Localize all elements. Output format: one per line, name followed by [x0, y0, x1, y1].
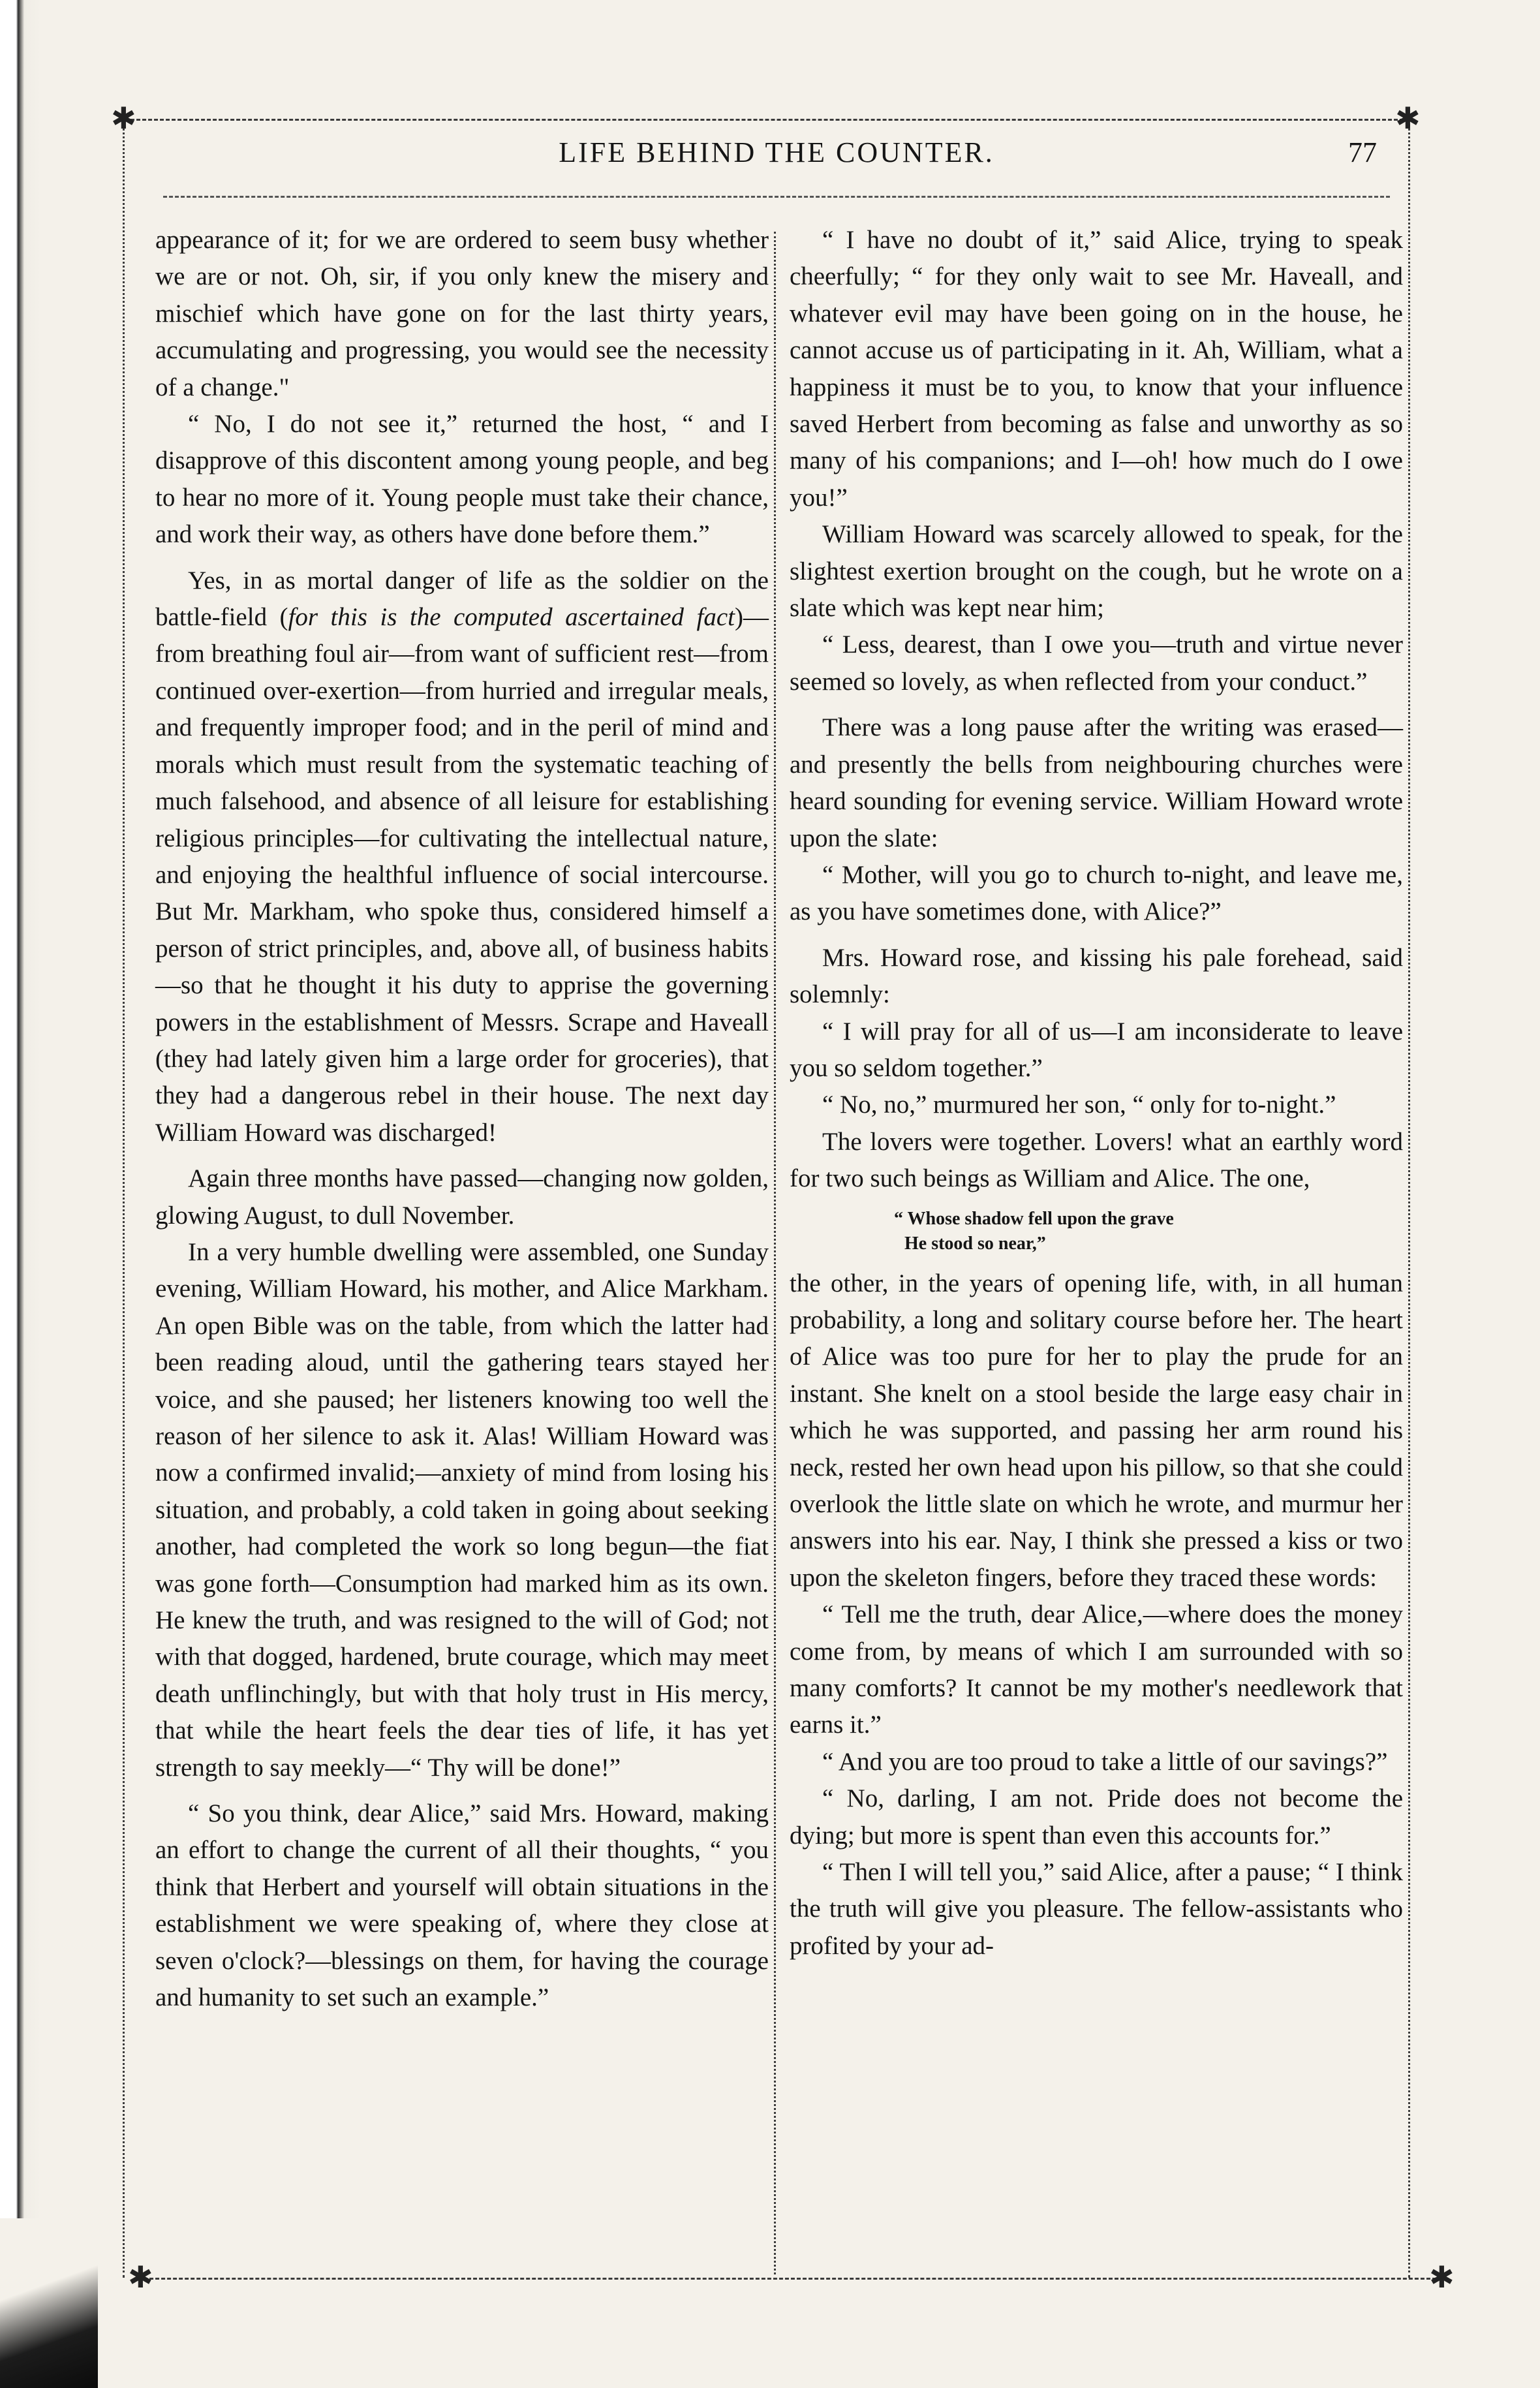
paragraph: William Howard was scarcely allowed to speak, for the slightest exertion brought on the cough, but he wrote on a slate which was kept near him; — [790, 520, 1403, 623]
paragraph: “ I have no doubt of it,” said Alice, trying to speak cheerfully; “ for they only wait to see Mr. Haveall, and whatever evil may have been going on in the house, he cannot accuse us of participating in it. Ah, William, what a happiness it must be to you, to know that your influence saved Herbert from becoming as false and unworthy as so many of his companions; and I—oh! how much do I owe you!” — [790, 226, 1403, 512]
paragraph: In a very humble dwelling were assembled, one Sunday evening, William Howard, his mother, and Alice Markham. An open Bible was on the table, from which the latter had been reading aloud, until the gathering tears stayed her voice, and she paused; her listeners knowing too well the reason of her silence to ask it. Alas! William Howard was now a confirmed invalid;—anxiety of mind from losing his situation, and probably, a cold taken in going about seeking another, had completed the work so long begun—the fiat was gone forth—Consumption had marked him as its own. He knew the truth, and was resigned to the will of God; not with that dogged, hardened, brute courage, which may meet death unflinchingly, but with that holy trust in His mercy, that while the heart feels the dear ties of life, it has yet strength to say meekly—“ Thy will be done!” — [155, 1237, 769, 1782]
italic-aside: for this is the computed ascertained fact — [288, 603, 735, 632]
page-binding-edge — [0, 0, 40, 2388]
running-title: LIFE BEHIND THE COUNTER. — [559, 136, 994, 168]
corner-star-icon: ✱ — [1395, 101, 1421, 136]
paragraph: “ Less, dearest, than I owe you—truth and virtue never seemed so lovely, as when reflected from your conduct.” — [790, 630, 1403, 696]
paragraph: “ And you are too proud to take a little of our savings?” — [822, 1747, 1388, 1776]
page-number: 77 — [1348, 136, 1377, 168]
paragraph: The lovers were together. Lovers! what an earthly word for two such beings as William and Alice. The one, — [790, 1127, 1403, 1193]
paragraph: “ Mother, will you go to church to-night, and leave me, as you have sometimes done, with Alice?” — [790, 860, 1403, 926]
column-divider — [774, 232, 776, 2274]
ornamental-border-right — [1408, 124, 1410, 2278]
ornamental-border-bottom — [144, 2278, 1442, 2280]
paragraph: Again three months have passed—changing now golden, glowing August, to dull November. — [155, 1164, 769, 1230]
corner-star-icon: ✱ — [111, 101, 136, 136]
paragraph: “ So you think, dear Alice,” said Mrs. Howard, making an effort to change the current of all their thoughts, “ you think that Herbert and yourself will obtain situations in the establishment we were speaking of, where they close at seven o'clock?—blessings on them, for having the courage and humanity to set such an example.” — [155, 1799, 769, 2012]
verse-line: “ Whose shadow fell upon the grave — [894, 1208, 1174, 1229]
header-rule — [163, 196, 1390, 198]
page-binding-shadow — [0, 2218, 98, 2388]
paragraph: “ No, darling, I am not. Pride does not become the dying; but more is spent than even this accounts for.” — [790, 1784, 1403, 1850]
paragraph: “ Then I will tell you,” said Alice, after a pause; “ I think the truth will give you pleasure. The fellow-assistants who profited by your ad- — [790, 1858, 1403, 1960]
paragraph-text: Yes, in as mortal danger of life as the soldier on the battle-field ( — [155, 566, 769, 632]
paragraph: “ No, I do not see it,” returned the host, “ and I disapprove of this discontent among young people, and beg to hear no more of it. Young people must take their chance, and work their way, as others have done before them.” — [155, 410, 769, 549]
ornamental-border-top — [131, 119, 1409, 121]
right-column — [790, 222, 1403, 1964]
paragraph-text: )—from breathing foul air—from want of sufficient rest—from continued over-exertion—from hurried and irregular meals, and frequently improper food; and in the peril of mind and morals which must result from the systematic teaching of much falsehood, and absence of all leisure for establishing religious principles—for cultivating the intellectual nature, and enjoying the healthful influence of social intercourse. But Mr. Markham, who spoke thus, considered himself a person of strict principles, and, above all, of business habits—so that he thought it his duty to apprise the governing powers in the establishment of Messrs. Scrape and Haveall (they had lately given him a large order for groceries), that they had a dangerous rebel in their house. The next day William Howard was discharged! — [155, 603, 769, 1147]
corner-star-icon: ✱ — [1429, 2259, 1455, 2295]
ornamental-border-left — [123, 124, 125, 2278]
paragraph: appearance of it; for we are ordered to seem busy whether we are or not. Oh, sir, if you only knew the misery and mischief which have gone on for the last thirty years, accumulating and progressing, you would see the necessity of a change." — [155, 226, 769, 401]
paragraph: There was a long pause after the writing was erased—and presently the bells from neighbouring churches were heard sounding for evening service. William Howard wrote upon the slate: — [790, 713, 1403, 852]
left-column — [155, 222, 769, 2017]
verse-quotation — [790, 1207, 1403, 1256]
corner-star-icon: ✱ — [128, 2259, 153, 2295]
paragraph: “ No, no,” murmured her son, “ only for to-night.” — [822, 1091, 1336, 1119]
paragraph — [155, 563, 769, 1152]
verse-line: He stood so near,” — [904, 1233, 1046, 1254]
paragraph: the other, in the years of opening life, with, in all human probability, a long and solitary course before her. The heart of Alice was too pure for her to play the prude for an instant. She knelt on a stool beside the large easy chair in which he was supported, and passing her arm round his neck, rested her own head upon his pillow, so that she could overlook the little slate on which he wrote, and murmur her answers into his ear. Nay, I think she pressed a kiss or two upon the skeleton fingers, before they traced these words: — [790, 1269, 1403, 1592]
paragraph: “ I will pray for all of us—I am inconsiderate to leave you so seldom together.” — [790, 1017, 1403, 1082]
paragraph: Mrs. Howard rose, and kissing his pale forehead, said solemnly: — [790, 943, 1403, 1009]
paragraph: “ Tell me the truth, dear Alice,—where does the money come from, by means of which I am surrounded with so many comforts? It cannot be my mother's needlework that earns it.” — [790, 1600, 1403, 1739]
